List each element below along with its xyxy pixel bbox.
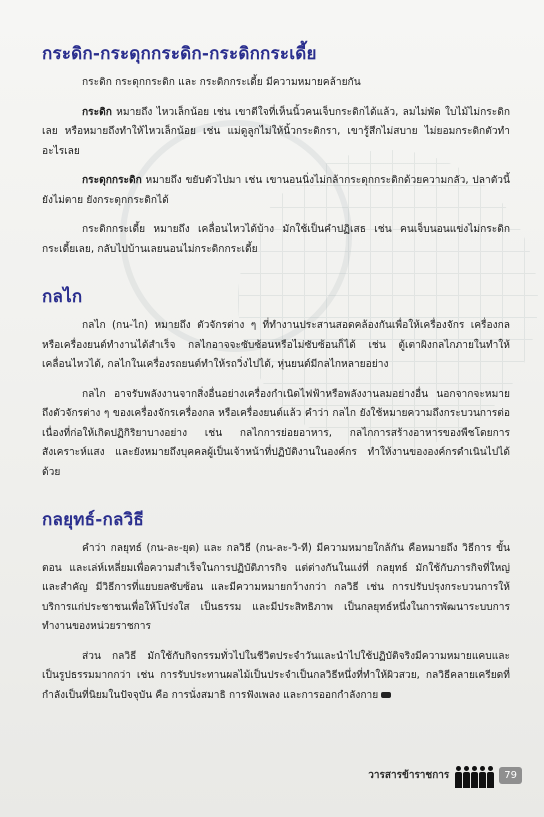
paragraph [42,385,510,483]
section-heading: กลไก [42,287,83,307]
definition: ส่วน กลวิธี มักใช้กับกิจกรรมทั่วไปในชีวิตประจำวันและนำไปใช้ปฏิบัติจริงมีความหมายแคบและเป็นรูปธรรมมากกว่า เช่น การรับประทานผลไม้เป็นประจำเป็นกลวิธีหนึ่งที่ทำให้ผิวสวย, กลวิธีคลายเครียดที่กำลังเป็นที่นิยมในปัจจุบัน คือ การนั่งสมาธิ การฟังเพลง และการออกกำลังกาย [42,650,510,701]
definition: กลไก อาจรับพลังงานจากสิ่งอื่นอย่างเครื่องกำเนิดไฟฟ้าหรือพลังงานลมอย่างอื่น นอกจากจะหมายถึงตัวจักรต่าง ๆ ของเครื่องจักรเครื่องกล หรือเครื่องยนต์แล้ว คำว่า กลไก ยังใช้หมายความถึงกระบวนการต่อเนื่องที่ก่อให้เกิดปฏิกิริยาบางอย่าง เช่น กลไกการย่อยอาหาร, กลไกการสร้างอาหารของพืชโดยการสังเคราะห์แสง และยังหมายถึงบุคคลผู้เป็นเจ้าหน้าที่ปฏิบัติงานในองค์กร ทำให้งานขององค์กรดำเนินไปได้ด้วย [42,388,510,478]
people-icon [455,762,495,788]
section-konlayut [42,506,510,705]
paragraph [42,316,510,375]
page-number: 79 [499,767,522,784]
paragraph [42,539,510,637]
definition: หมายถึง ไหวเล็กน้อย เช่น เขาตีใจที่เห็นนิ้วคนเจ็บกระดิกได้แล้ว, ลมไม่พัด ใบไม้ไม่กระดิกเลย หรือหมายถึงทำให้ไหวเล็กน้อย เช่น แม่ดูลูกไม่ให้นิ้วกระดิกรา, เขารู้สึกไม่สบาย ไม่ยอมกระดิกตัวทำอะไรเลย [42,106,510,157]
section-heading: กระดิก-กระดุกกระดิก-กระดิกกระเดี้ย [42,44,317,64]
term: กระดิก [82,106,112,118]
definition: หมายถึง เคลื่อนไหวได้บ้าง มักใช้เป็นคำปฏิเสธ เช่น คนเจ็บนอนแข่งไม่กระดิกกระเดี้ยเลย, กลับไปบ้านเลยนอนไม่กระดิกกระเดี้ย [42,224,510,255]
section-heading: กลยุทธ์-กลวิธี [42,510,144,530]
paragraph [42,220,510,259]
term: กระดุกกระดิก [82,175,142,186]
term: กระดิกกระเดี้ย [82,224,146,235]
section-intro: กระดิก กระดุกกระดิก และ กระดิกกระเดี้ย มีความหมายคล้ายกัน [82,77,361,88]
section-konlai [42,283,510,482]
article-content [42,40,510,705]
definition: (กน-ไก) หมายถึง ตัวจักรต่าง ๆ ที่ทำงานประสานสอดคล้องกันเพื่อให้เครื่องจักร เครื่องกล หรือเครื่องยนต์ทำงานได้สำเร็จ กลไกอาจจะซับซ้อนหรือไม่ซับซ้อนก็ได้ เช่น ตู้เตาผิงกลไกภายในทำให้เคลื่อนไหวได้, กลไกในเครื่องรถยนต์ทำให้รถวิ่งไปได้, หุ่นยนต์มีกลไกหลายอย่าง [42,320,510,370]
page-footer [368,761,522,789]
paragraph [42,647,510,706]
definition: คำว่า กลยุทธ์ (กน-ละ-ยุด) และ กลวิธี (กน-ละ-วิ-ที) มีความหมายใกล้กัน คือหมายถึง วิธีการ ขั้นตอน และเล่ห์เหลี่ยมเพื่อความสำเร็จในการปฏิบัติภารกิจ แต่ต่างกันในแง่ที่ กลยุทธ์ มักใช้กับภารกิจที่ใหญ่และสำคัญ มีวิธีการที่แยบยลซับซ้อน และมีความหมายกว้างกว่า กลวิธี เช่น การปรับปรุงกระบวนการให้บริการแก่ประชาชนเพื่อให้โปร่งใส เป็นธรรม และมีประสิทธิภาพ เป็นกลยุทธ์หนึ่งในการพัฒนาระบบการทำงานของหน่วยราชการ [42,543,510,632]
journal-name: วารสารข้าราชการ [368,769,450,781]
section-kradik [42,40,510,259]
paragraph [42,171,510,210]
term: กลไก [82,320,106,331]
paragraph [42,103,510,162]
definition: หมายถึง ขยับตัวไปมา เช่น เขานอนนิ่งไม่กล้ากระดุกกระดิกด้วยความกลัว, ปลาตัวนี้ยังไม่ตาย ยังกระดุกกระดิกได้ [42,175,510,206]
end-of-article-icon [381,692,391,698]
